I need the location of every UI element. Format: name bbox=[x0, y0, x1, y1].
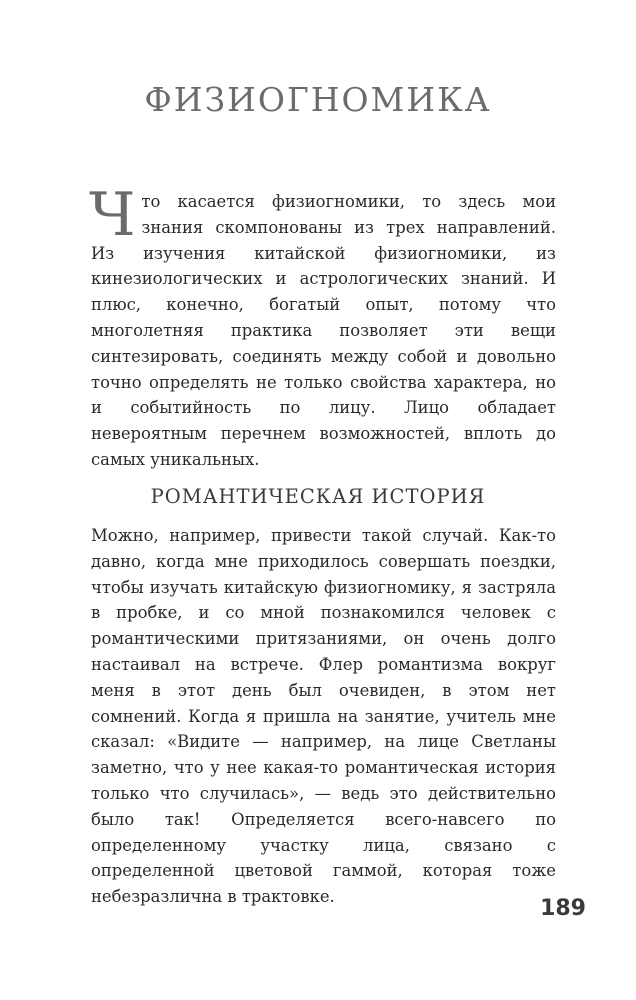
intro-paragraph bbox=[89, 180, 556, 473]
section-title: РОМАНТИЧЕСКАЯ ИСТОРИЯ bbox=[150, 485, 486, 508]
story-paragraph: Можно, например, привести такой случай. Как-то давно, когда мне приходилось совершать поездки, чтобы изучать китайскую физиогномику, я застряла в пробке, и со мной познакомился человек с романтическими притязаниями, он очень долго настаивал на встрече. Флер романтизма вокруг меня в этот день был очевиден, в этом нет сомнений. Когда я пришла на занятие, учитель мне сказал: «Видите — например, на лице Светланы заметно, что у нее какая-то романтическая история только что случилась», — ведь это действительно было так! Определяется всего-навсего по определенному участку лица, связано с определенной цветовой гаммой, которая тоже небезразлична в трактовке. bbox=[91, 526, 556, 907]
intro-paragraph-text: то касается физиогномики, то здесь мои знания скомпонованы из трех направлений. Из изучения китайской физиогномики, из кинезиологических и астрологических знаний. И плюс, конечно, богатый опыт, потому что многолетняя практика позволяет эти вещи синтезировать, соединять между собой и довольно точно определять не только свойства характера, но и событийность по лицу. Лицо обладает невероятным перечнем возможностей, вплоть до самых уникальных. bbox=[91, 192, 556, 469]
drop-cap: Ч bbox=[89, 180, 136, 250]
page-number: 189 bbox=[540, 896, 586, 921]
chapter-title: ФИЗИОГНОМИКА bbox=[144, 80, 492, 119]
